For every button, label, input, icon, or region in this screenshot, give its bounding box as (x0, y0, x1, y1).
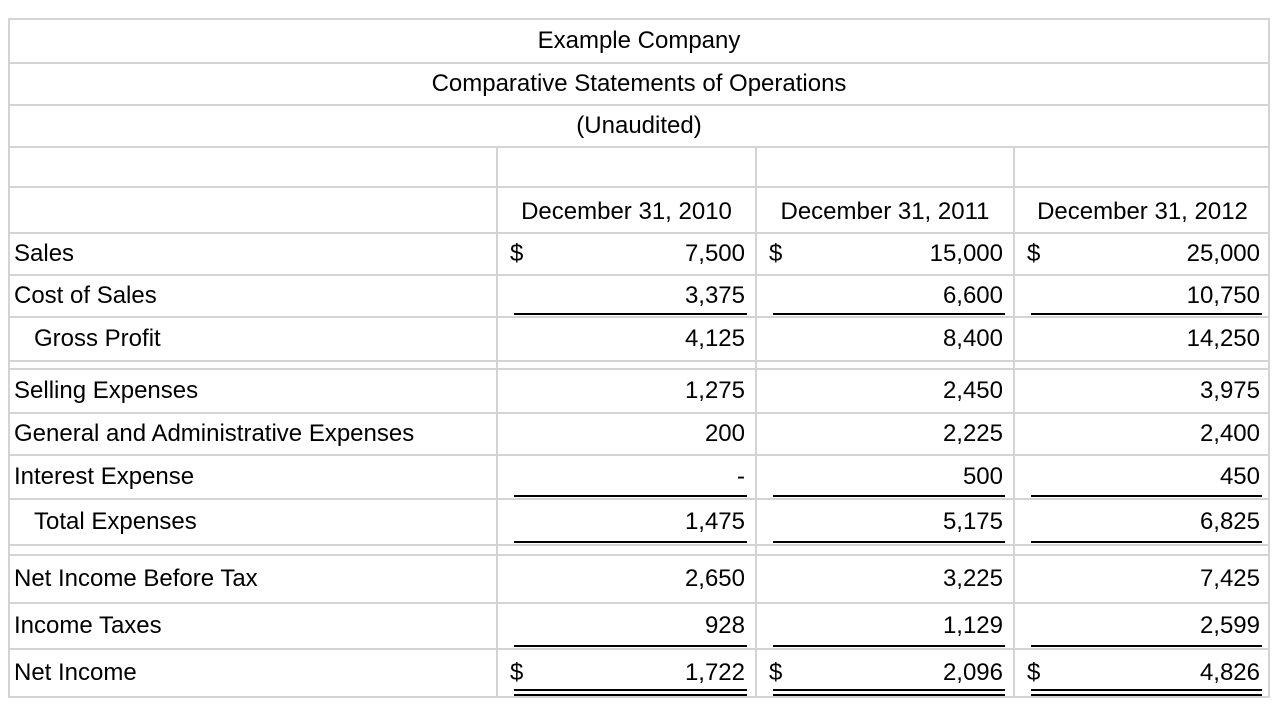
double-underline (514, 689, 747, 696)
value-cell (498, 370, 755, 412)
double-underline (1031, 689, 1262, 696)
single-underline (514, 313, 747, 315)
value-cell (1015, 234, 1270, 274)
value-cell (1015, 556, 1270, 602)
column-divider (1013, 148, 1015, 696)
single-underline (773, 495, 1005, 497)
value: 450 (1219, 463, 1260, 490)
row-cost-of-sales (10, 276, 1268, 318)
row-general-admin-expenses (10, 414, 1268, 456)
single-underline (1031, 645, 1262, 647)
value: 2,400 (1199, 420, 1260, 447)
value: 8,400 (942, 325, 1003, 352)
value-cell (1015, 604, 1270, 648)
row-label: Net Income (14, 659, 137, 686)
row-income-taxes (10, 604, 1268, 650)
value: 4,826 (1199, 659, 1260, 686)
value: 2,096 (942, 659, 1003, 686)
row-label: Sales (14, 240, 75, 267)
value-cell (757, 318, 1013, 360)
value: 5,175 (942, 508, 1003, 535)
value: 2,599 (1199, 612, 1260, 639)
title-row-note (10, 106, 1268, 148)
value-cell (757, 234, 1013, 274)
row-net-income (10, 650, 1268, 696)
title-row-statement (10, 64, 1268, 106)
value-cell (757, 500, 1013, 544)
value-cell (1015, 318, 1270, 360)
column-header-2012: December 31, 2012 (1037, 198, 1248, 225)
value: 6,600 (942, 282, 1003, 309)
value: 6,825 (1199, 508, 1260, 535)
value-cell (498, 318, 755, 360)
value: 1,129 (942, 612, 1003, 639)
value: - (737, 463, 745, 490)
single-underline (773, 645, 1005, 647)
currency-symbol: $ (1027, 240, 1041, 267)
currency-symbol: $ (769, 659, 783, 686)
value: 1,275 (684, 377, 745, 404)
currency-symbol: $ (510, 240, 524, 267)
value-cell (498, 414, 755, 454)
value-cell (498, 500, 755, 544)
row-label: Cost of Sales (14, 282, 157, 309)
statement-title: Comparative Statements of Operations (431, 70, 847, 97)
row-gross-profit (10, 318, 1268, 362)
single-underline (514, 495, 747, 497)
value: 1,722 (684, 659, 745, 686)
income-statement-sheet (8, 18, 1270, 698)
unaudited-note: (Unaudited) (576, 112, 702, 139)
row-total-expenses (10, 500, 1268, 546)
currency-symbol: $ (769, 240, 783, 267)
row-interest-expense (10, 456, 1268, 500)
value-cell (498, 456, 755, 498)
currency-symbol: $ (1027, 659, 1041, 686)
currency-symbol: $ (510, 659, 524, 686)
value-cell (498, 650, 755, 696)
value: 500 (962, 463, 1003, 490)
value-cell (757, 456, 1013, 498)
column-divider (496, 148, 498, 696)
spacer-row (10, 362, 1268, 370)
single-underline (773, 313, 1005, 315)
value: 10,750 (1186, 282, 1260, 309)
value: 3,975 (1199, 377, 1260, 404)
single-underline (1031, 313, 1262, 315)
value-cell (498, 604, 755, 648)
single-underline (514, 541, 747, 543)
company-name: Example Company (537, 27, 741, 54)
value: 928 (704, 612, 745, 639)
value: 1,475 (684, 508, 745, 535)
title-row-company (10, 20, 1268, 64)
value: 3,375 (684, 282, 745, 309)
value-cell (1015, 456, 1270, 498)
value: 2,450 (942, 377, 1003, 404)
row-sales (10, 234, 1268, 276)
row-label: Income Taxes (14, 612, 162, 639)
row-label: Gross Profit (34, 325, 161, 352)
value: 15,000 (929, 240, 1003, 267)
row-label: Interest Expense (14, 463, 195, 490)
value-cell (757, 604, 1013, 648)
value: 7,425 (1199, 565, 1260, 592)
value: 2,650 (684, 565, 745, 592)
row-label: Selling Expenses (14, 377, 199, 404)
value-cell (757, 276, 1013, 316)
row-label: General and Administrative Expenses (14, 420, 415, 447)
value-cell (498, 276, 755, 316)
value: 4,125 (684, 325, 745, 352)
row-label: Net Income Before Tax (14, 565, 258, 592)
spacer-row (10, 546, 1268, 556)
value-cell (1015, 276, 1270, 316)
value: 2,225 (942, 420, 1003, 447)
value-cell (1015, 650, 1270, 696)
single-underline (1031, 495, 1262, 497)
value-cell (1015, 414, 1270, 454)
single-underline (773, 541, 1005, 543)
value-cell (757, 370, 1013, 412)
value-cell (757, 556, 1013, 602)
single-underline (514, 645, 747, 647)
column-divider (755, 148, 757, 696)
column-header-2011: December 31, 2011 (780, 198, 990, 225)
row-net-income-before-tax (10, 556, 1268, 604)
value-cell (757, 650, 1013, 696)
single-underline (1031, 541, 1262, 543)
double-underline (773, 689, 1005, 696)
value-cell (1015, 370, 1270, 412)
value: 14,250 (1186, 325, 1260, 352)
value: 200 (704, 420, 745, 447)
value-cell (1015, 500, 1270, 544)
row-selling-expenses (10, 370, 1268, 414)
blank-row (10, 148, 1268, 188)
value: 3,225 (942, 565, 1003, 592)
value: 25,000 (1186, 240, 1260, 267)
value-cell (757, 414, 1013, 454)
column-header-row (10, 188, 1268, 234)
value-cell (498, 234, 755, 274)
value-cell (498, 556, 755, 602)
value: 7,500 (684, 240, 745, 267)
row-label: Total Expenses (34, 508, 197, 535)
column-header-2010: December 31, 2010 (521, 198, 732, 225)
